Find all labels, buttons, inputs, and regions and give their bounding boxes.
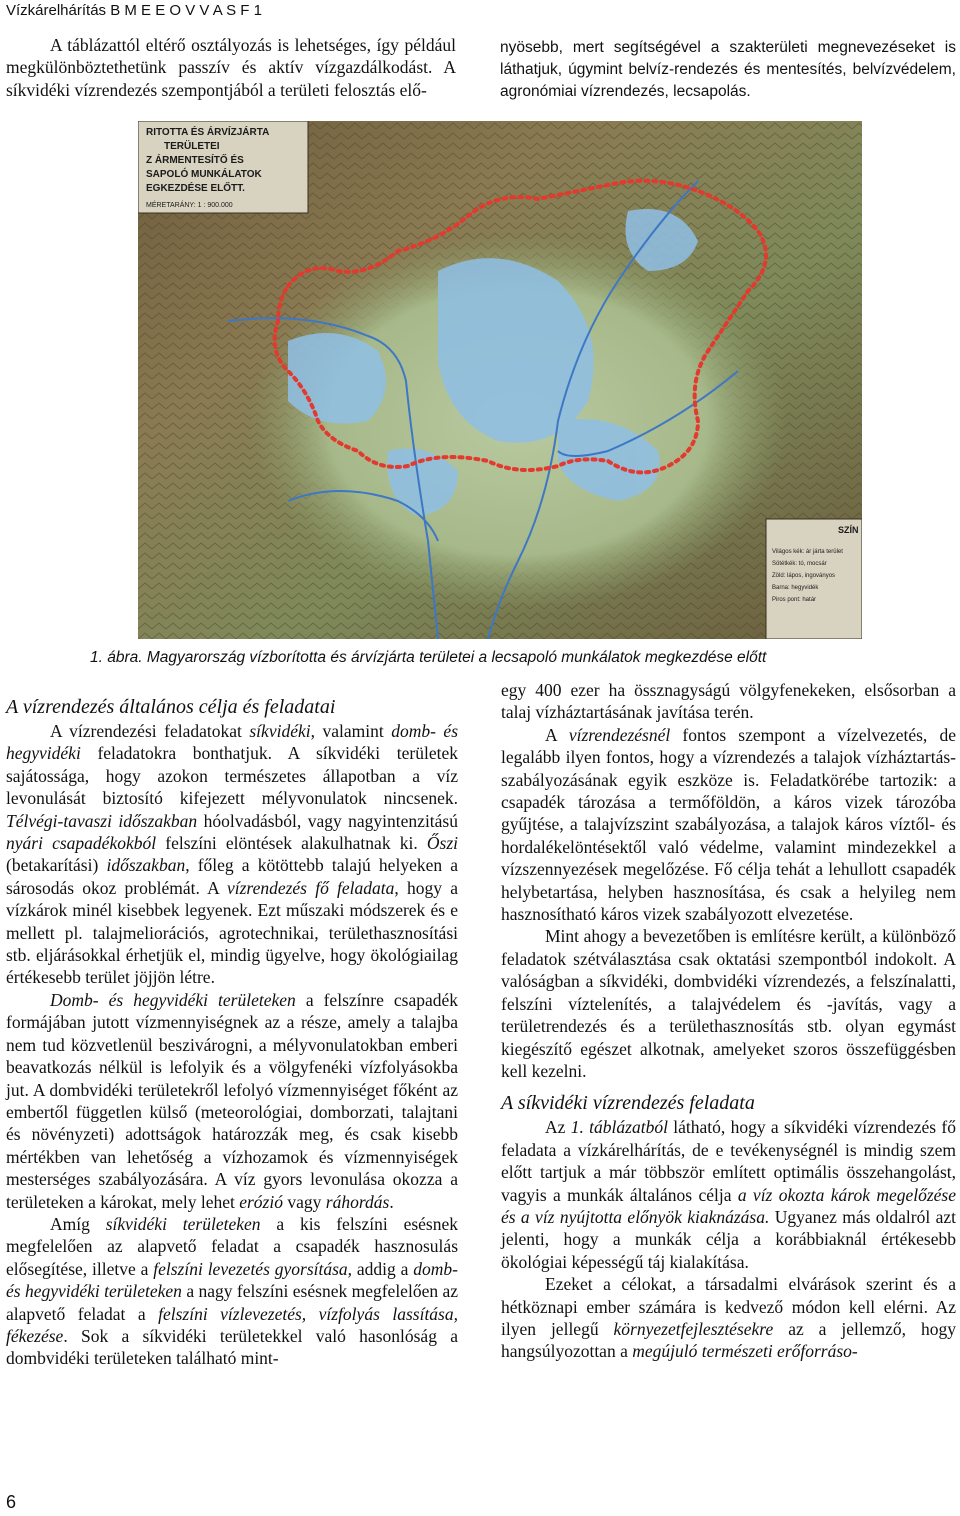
section-heading: A síkvidéki vízrendezés feladata [501, 1092, 755, 1115]
map-title-line: TERÜLETEI [164, 141, 220, 152]
paragraph: A vízrendezési feladatokat síkvidéki, valamint domb- és hegyvidéki feladatokra bonthatjuk. A síkvidéki területek sajátossága, hogy azokon természetes állapotban a víz levonulását biztosító kifejezett mélyvonulatok nincsenek. Télvégi-tavaszi időszakban hóolvadásból, vagy nagyintenzitású nyári csapadékokból felszíni elöntések alakulhatnak ki. Őszi (betakarítási) időszakban, főleg a kötöttebb talajú helyeken a sárosodás okoz problémát. A vízrendezés fő feladata, hogy a vízkárok minél kisebbek legyenek. Ezt műszaki módszerek és e mellett pl. talajmeliorációs, agrotechnikai, területhasznosítási stb. eljárásokkal érhetjük el, mindig ügyelve, hogy ökológiailag értékesebb terület jöjjön létre. [6, 721, 459, 988]
legend-line: Zöld: lápos, ingoványos [772, 573, 836, 579]
map-title-line: EGKEZDÉSE ELŐTT. [146, 183, 245, 194]
top-left-paragraph [6, 34, 456, 101]
figure-caption: 1. ábra. Magyarország vízborította és árvízjárta területei a lecsapoló munkálatok megkezdése előtt [90, 649, 767, 666]
legend-line: Barna: hegyvidék [772, 585, 819, 591]
map-title-box [138, 121, 308, 213]
map-title-line: Z ÁRMENTESÍTŐ ÉS [146, 155, 244, 166]
legend-title: SZÍN [838, 525, 859, 535]
map-title-line: SAPOLÓ MUNKÁLATOK [146, 169, 262, 180]
running-header: Vízkárelhárítás B M E E O V V A S F 1 [6, 2, 262, 19]
right-column [501, 679, 956, 1363]
paragraph: Az 1. táblázatból látható, hogy a síkvidéki vízrendezés fő feladata a vízkárelhárítás, de e tevékenységnél is mindig szem előtt tartjuk a már többször említett optimális összehangolást, vagyis a munkák általános célja a víz okozta károk megelőzése és a víz nyújtotta előnyök kiaknázása. Ugyanez más oldalról azt jelenti, hogy a munkák célja a korábbiaknál értékesebb ökológiai képességű táj kialakítása. [501, 1117, 957, 1272]
legend-line: Világos kék: ár járta terület [772, 549, 843, 555]
section-heading: A vízrendezés általános célja és feladatai [6, 696, 336, 718]
paragraph: Mint ahogy a bevezetőben is említésre került, a különböző feladatok szétválasztása csak oktatási szempontból indokolt. A valóságban a síkvidéki, dombvidéki vízrendezés, a felszínalatti, felszíni víztelenítés, a talajvédelem és -javítás, vagy a területrendezés és a területhasznosítás stb. olyan egymást kiegészítő egészet alkotnak, amelyeket szoros összefüggésben kell kezelni. [501, 926, 956, 1081]
paragraph: Domb- és hegyvidéki területeken a felszínre csapadék formájában jutott vízmennyiségnek az a része, amely a talajba nem tud közvetlenül beszivárogni, a mélyvonulatokban emberi beavatkozás nélkül is lefolyik és a völgyfenéki vízfolyásokba jut. A dombvidéki területekről lefolyó vízmennyiséget főként az embertől független külső (meteorológiai, domborzati, talajtani és növényzeti) adottságok határozzák meg, és csak kisebb mértékben van lehetőség a vízhozamok és vízmennyiségek mesterséges szabályozására. A víz gyors levonulása okozza a területeken a károkat, mely lehet erózió vagy ráhordás. [6, 989, 458, 1212]
paragraph: Ezeket a célokat, a társadalmi elvárások szerint és a hétköznapi ember számára is kedvező módon kell elérni. Az ilyen jellegű környezetfejlesztésekre az a jellemző, hogy hangsúlyozottan a megújuló természeti erőforráso- [501, 1274, 956, 1362]
map-legend [766, 519, 862, 639]
top-right-text: nyösebb, mert segítségével a szakterületi megnevezéseket is láthatjuk, úgymint belvíz-rendezés és mentesítés, belvízvédelem, agronómiai vízrendezés, lecsapolás. [500, 39, 956, 100]
top-left-text: A táblázattól eltérő osztályozás is lehetséges, így például megkülönböztethetünk passzív és aktív vízgazdálkodást. A síkvidéki vízrendezés szempontjából a területi felosztás elő- [6, 35, 456, 100]
hungary-map-image [138, 121, 862, 639]
paragraph: Amíg síkvidéki területeken a kis felszíni esésnek megfelelően az alapvető feladat a csapadék hasznosulás elősegítése, illetve a felszíni levezetés gyorsítása, addig a domb- és hegyvidéki területeken a nagy felszíni esésnek megfelelően az alapvető feladat a felszíni vízlevezetés, vízfolyás lassítása, fékezése. Sok a síkvidéki területekkel való hasonlóság a dombvidéki területeken található mint- [6, 1213, 459, 1369]
left-column [6, 694, 458, 1370]
paragraph: egy 400 ezer ha össznagyságú völgyfenekeken, elsősorban a talaj vízháztartásának javítása terén. [501, 680, 956, 723]
top-right-paragraph [500, 37, 956, 103]
figure-map [138, 121, 862, 639]
legend-line: Piros pont: határ [772, 597, 817, 603]
page-number: 6 [6, 1492, 17, 1512]
map-scale: MÉRETARÁNY: 1 : 900.000 [146, 202, 233, 209]
legend-line: Sötétkék: tó, mocsár [772, 561, 827, 567]
paragraph: A vízrendezésnél fontos szempont a vízelvezetés, de legalább ilyen fontos, hogy a vízrendezés a talajok vízháztartás-szabályozásának egyik eszköze is. Feladatkörébe tartozik: a csapadék tározása a termőföldön, a káros vizek tározóba gyűjtése, a talajvízszint szabályozása, a talajok káros víztől- és hordalékelöntésektől való védelme, valamint mindezekkel a vízszennyezések megelőzése. Fő célja tehát a lehullott csapadék helybetartása, helyben hasznosítása, és csak a helyileg nem hasznosítható káros vizek szabályozott elvezetése. [501, 724, 956, 925]
map-title-line: RITOTTA ÉS ÁRVÍZJÁRTA [146, 127, 270, 138]
